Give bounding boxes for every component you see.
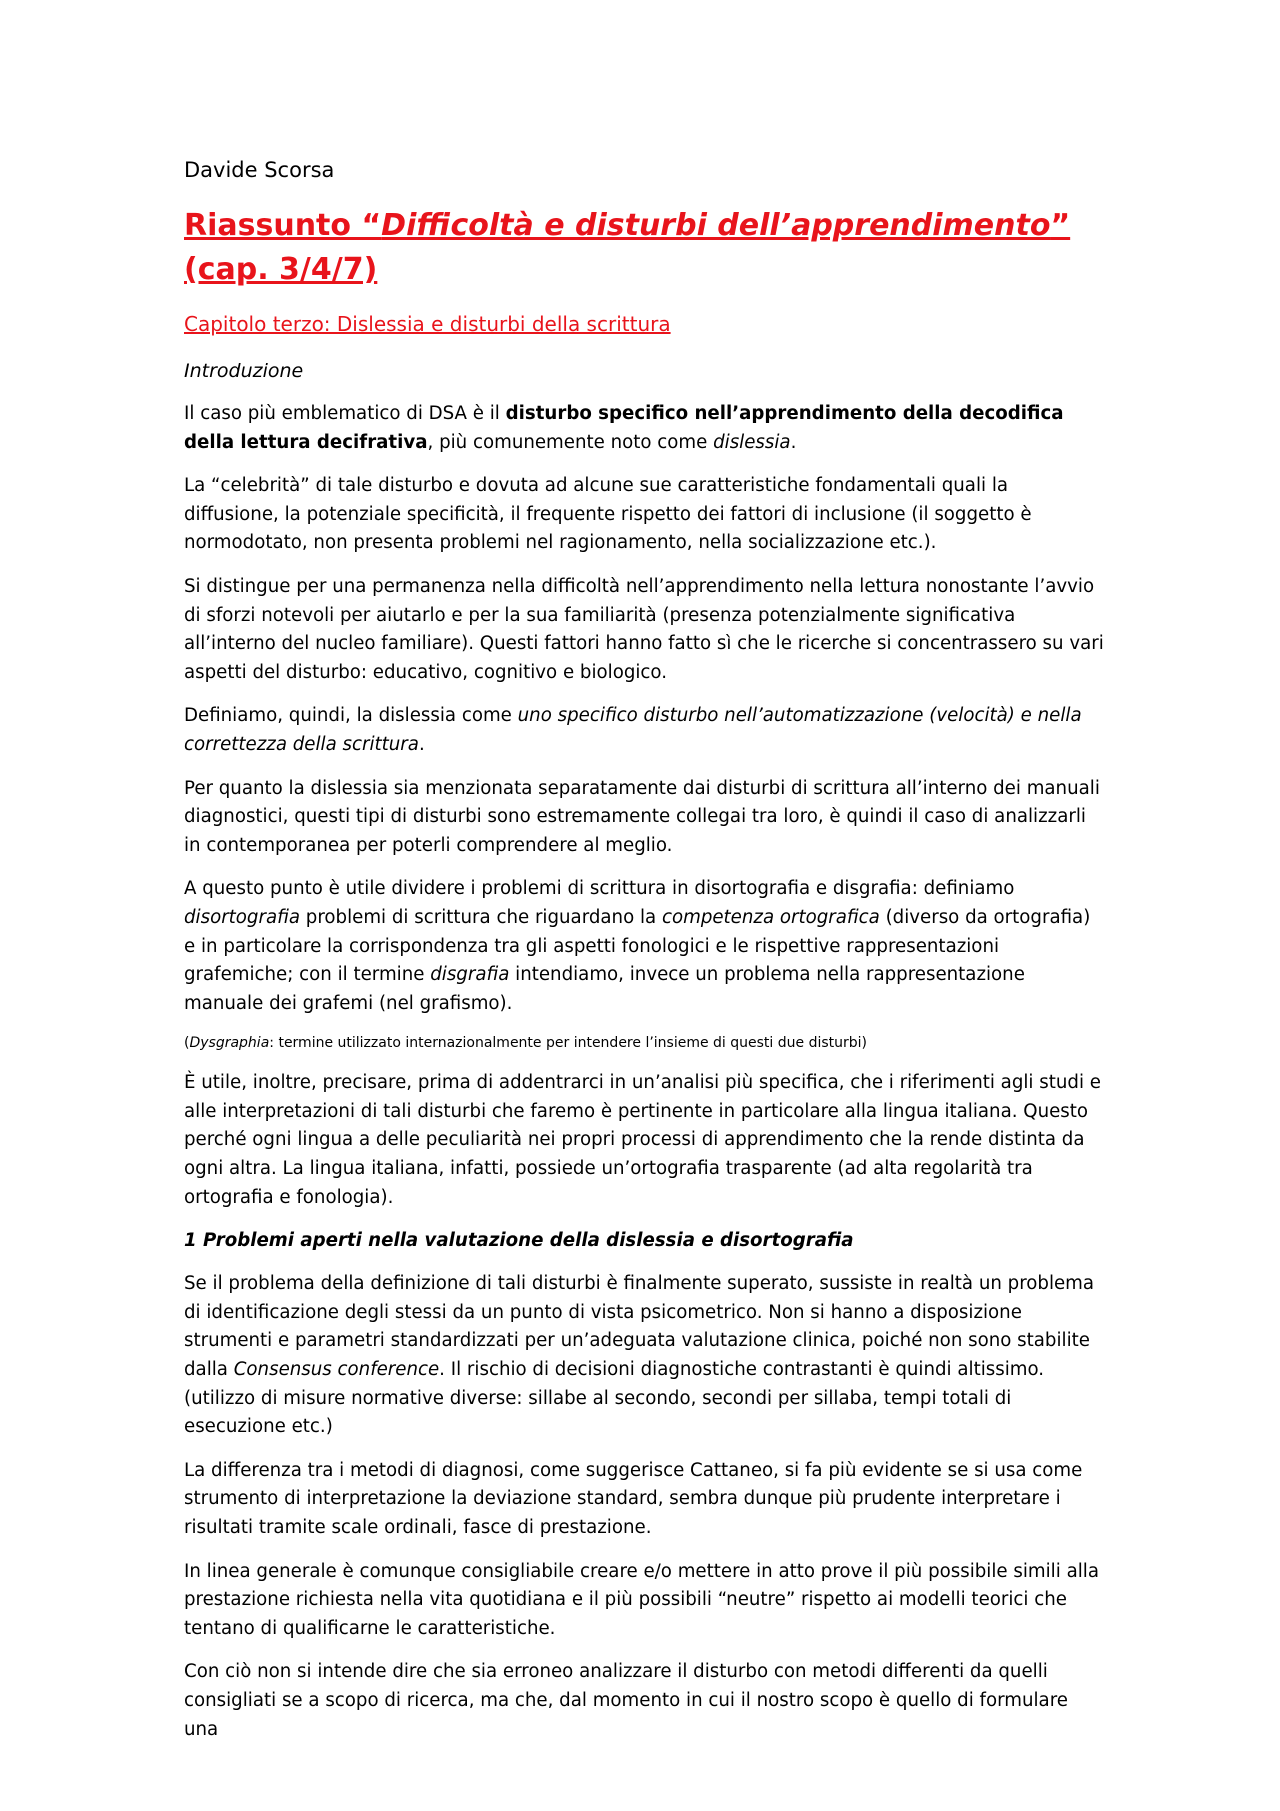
text-run: intendiamo, invece un problema nella rappresentazione manuale dei grafemi (nel grafismo).	[184, 964, 1025, 1014]
italic-run: disgrafia	[430, 964, 510, 986]
text-run: .	[418, 733, 425, 755]
italic-run: Dysgraphia	[189, 1035, 270, 1052]
paragraph-8	[184, 1270, 1106, 1442]
intro-label: Introduzione	[184, 360, 304, 382]
text-run: Il caso più emblematico di DSA è il	[184, 403, 506, 424]
dysgraphia-note	[184, 1033, 1106, 1053]
title-prefix: Riassunto “	[184, 208, 382, 243]
text-run: A questo punto è utile dividere i problemi di scrittura in disortografia e disgrafia: definiamo	[184, 878, 1015, 900]
paragraph-2: La “celebrità” di tale disturbo e dovuta ad alcune sue caratteristiche fondamentali quali la diffusione, la potenziale specificità, il frequente rispetto dei fattori di inclusione (il soggetto è normodotato, non presenta problemi nel ragionamento, nella socializzazione etc.).	[184, 475, 1032, 554]
text-run: .	[790, 431, 797, 453]
text-run: , più comunemente noto come	[427, 431, 714, 453]
chapter-title: Capitolo terzo: Dislessia e disturbi della scrittura	[184, 312, 671, 336]
italic-run: Consensus conference	[233, 1359, 440, 1381]
text-run: . Il rischio di decisioni diagnostiche contrastanti è quindi altissimo. (utilizzo di misure normative diverse: sillabe al secondo, secondi per sillaba, tempi totali di esecuzione etc.)	[184, 1359, 1045, 1438]
bold-run: disturbo specifico nell’apprendimento della decodifica della lettura decifrativa	[184, 403, 1064, 453]
text-run: (diverso da ortografia) e in particolare la corrispondenza tra gli aspetti fonologici e le rispettive rappresentazioni grafemiche; con il termine	[184, 906, 1091, 986]
italic-run: disortografia	[184, 906, 300, 928]
italic-run: uno specifico disturbo nell’automatizzazione (velocità) e nella correttezza della scrittura	[184, 705, 1082, 755]
section-1-title: 1 Problemi aperti nella valutazione della dislessia e disortografia	[184, 1230, 854, 1252]
paragraph-7: È utile, inoltre, precisare, prima di addentrarci in un’analisi più specifica, che i riferimenti agli studi e alle interpretazioni di tali disturbi che faremo è pertinente in particolare alla lingua italiana. Questo perché ogni lingua a delle peculiarità nei propri processi di apprendimento che la rende distinta da ogni altra. La lingua italiana, infatti, possiede un’ortografia trasparente (ad alta regolarità tra ortografia e fonologia).	[184, 1072, 1101, 1208]
text-run: Se il problema della definizione di tali disturbi è finalmente superato, sussiste in realtà un problema di identificazione degli stessi da un punto di vista psicometrico. Non si hanno a disposizione strumenti e parametri standardizzati per un’adeguata valutazione clinica, poiché non sono stabilite dalla	[184, 1273, 1095, 1381]
title-italic: Difficoltà e disturbi dell’apprendimento	[381, 208, 1051, 243]
title-suffix: ” (cap. 3/4/7)	[184, 208, 1071, 287]
text-run: Definiamo, quindi, la dislessia come	[184, 705, 518, 727]
paragraph-10: In linea generale è comunque consigliabile creare e/o mettere in atto prove il più possibile simili alla prestazione richiesta nella vita quotidiana e il più possibili “neutre” rispetto ai modelli teorici che tentano di qualificarne le caratteristiche.	[184, 1560, 1099, 1639]
author-name: Davide Scorsa	[184, 158, 335, 182]
italic-run: competenza ortografica	[661, 906, 880, 928]
text-run: problemi di scrittura che riguardano la	[300, 906, 662, 928]
text-run: : termine utilizzato internazionalmente per intendere l’insieme di questi due disturbi)	[269, 1035, 868, 1052]
paragraph-3: Si distingue per una permanenza nella difficoltà nell’apprendimento nella lettura nonostante l’avvio di sforzi notevoli per aiutarlo e per la sua familiarità (presenza potenzialmente significativa all’interno del nucleo familiare). Questi fattori hanno fatto sì che le ricerche si concentrassero su vari aspetti del disturbo: educativo, cognitivo e biologico.	[184, 575, 1104, 683]
paragraph-11: Con ciò non si intende dire che sia erroneo analizzare il disturbo con metodi differenti da quelli consigliati se a scopo di ricerca, ma che, dal momento in cui il nostro scopo è quello di formulare una	[184, 1661, 1068, 1740]
paragraph-9: La differenza tra i metodi di diagnosi, come suggerisce Cattaneo, si fa più evidente se si usa come strumento di interpretazione la deviazione standard, sembra dunque più prudente interpretare i risultati tramite scale ordinali, fasce di prestazione.	[184, 1459, 1083, 1538]
paragraph-4	[184, 702, 1106, 759]
text-run: (	[184, 1035, 190, 1052]
paragraph-1	[184, 400, 1106, 457]
document-title	[184, 204, 1106, 292]
paragraph-5: Per quanto la dislessia sia menzionata separatamente dai disturbi di scrittura all’interno dei manuali diagnostici, questi tipi di disturbi sono estremamente collegai tra loro, è quindi il caso di analizzarli in contemporanea per poterli comprendere al meglio.	[184, 777, 1100, 856]
italic-run: dislessia	[713, 431, 791, 453]
paragraph-6	[184, 875, 1106, 1018]
